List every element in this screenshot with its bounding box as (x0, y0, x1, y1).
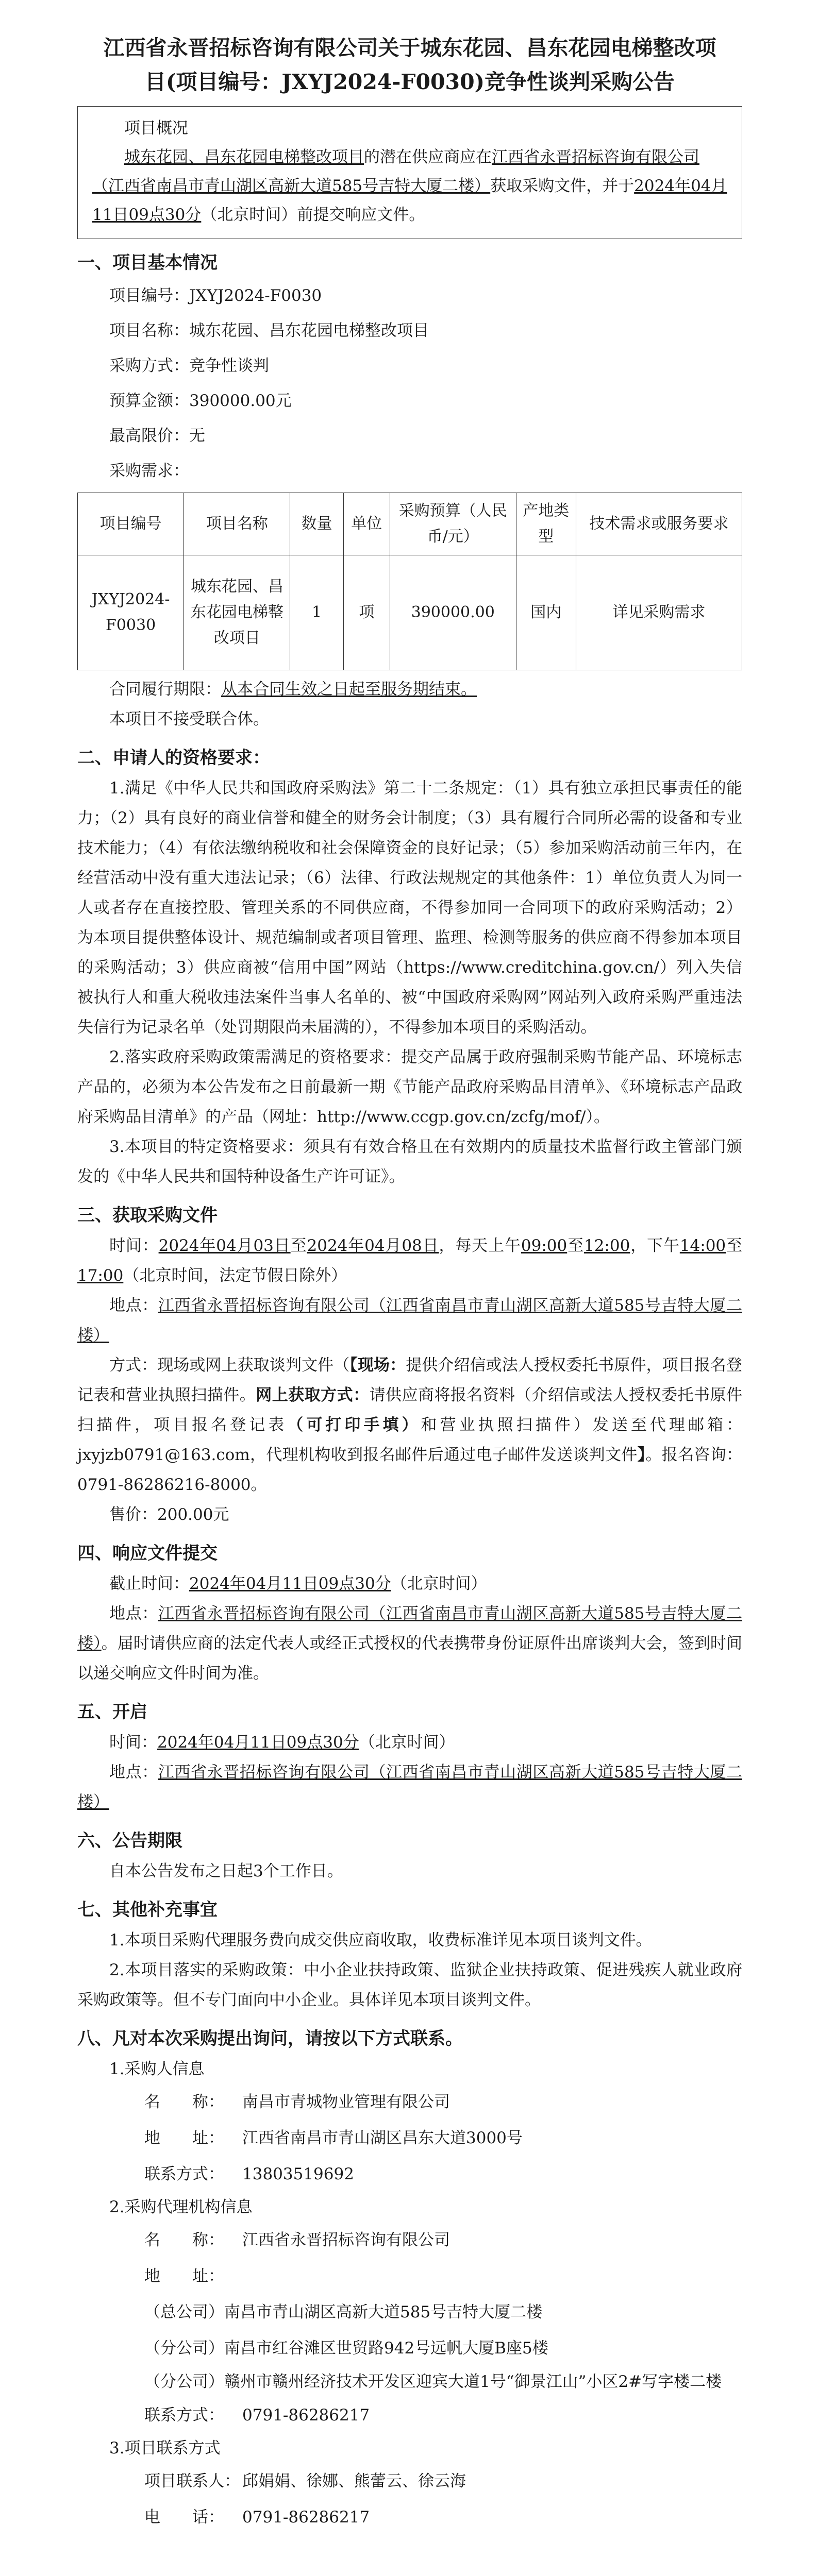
section-7-heading: 七、其他补充事宜 (77, 1900, 218, 1920)
procurement-method: 采购方式：竞争性谈判 (109, 357, 269, 375)
overview-agency: 江西省永晋招标咨询有限公司（江西省南昌市青山湖区高新大道585号吉特大厦二楼） (92, 148, 699, 195)
value: 0791-86286217 (242, 2406, 370, 2425)
project-number: 项目编号：JXYJ2024-F0030 (109, 286, 322, 305)
project-contact-phone (77, 2499, 742, 2535)
contract-period (77, 674, 742, 704)
budget-amount: 预算金额：390000.00元 (109, 392, 292, 410)
label: 联系方式： (144, 2406, 224, 2425)
label: 名 称： (144, 2231, 224, 2249)
text: 提供介绍信或法人授权委托书原件，项目报名登记表和营业执照扫描件。 (77, 1356, 743, 1404)
qualification-paragraph-2: 2.落实政府采购政策需满足的资格要求：提交产品属于政府强制采购节能产品、环境标志产品的，必须为本公告发布之日前最新一期《节能产品政府采购品目清单》、《环境标志产品政府采购品目清单》的产品（网址：http://www.ccgp.gov.cn/zcfg/mof/）。 (77, 1048, 742, 1126)
opening-time-value: 2024年04月11日09点30分 (157, 1733, 359, 1752)
value: 0791-86286217 (242, 2508, 370, 2527)
table-header-cell: 项目名称 (184, 493, 290, 555)
printable-note: （可打印手填） (287, 1416, 421, 1434)
text: 】 (637, 1446, 646, 1464)
label: 地 址： (144, 2129, 224, 2147)
table-cell: 国内 (516, 555, 576, 670)
table-cell: 城东花园、昌东花园电梯整改项目 (184, 555, 290, 670)
table-row (78, 555, 742, 670)
procurement-requirement: 采购需求： (109, 462, 189, 480)
text: （北京时间） (359, 1733, 455, 1752)
table-header-cell: 技术需求或服务要求 (576, 493, 742, 555)
text: 方式：现场或网上获取谈判文件（ (109, 1356, 350, 1375)
purchaser-phone (77, 2156, 742, 2192)
value: 邱娟娟、徐娜、熊蕾云、徐云海 (242, 2472, 466, 2490)
submission-deadline (77, 1569, 742, 1599)
project-overview-box (77, 106, 742, 239)
text: ，下午 (630, 1236, 680, 1255)
agent-address-branch-1: （分公司）南昌市红谷滩区世贸路942号远帆大厦B座5楼 (144, 2339, 548, 2358)
text: 。报名咨询：0791-86286216-8000。 (77, 1446, 743, 1494)
overview-deadline: 2024年04月11日09点30分 (92, 177, 727, 224)
online-label: 网上获取方式： (256, 1386, 370, 1404)
announcement-page (77, 15, 742, 2535)
text: 至 (567, 1236, 584, 1255)
notice-period: 自本公告发布之日起3个工作日。 (109, 1862, 343, 1880)
text: 截止时间： (109, 1574, 189, 1593)
table-cell: 1 (290, 555, 343, 670)
table-header-cell: 单位 (343, 493, 390, 555)
section-1-heading: 一、项目基本情况 (77, 252, 218, 273)
table-cell: 详见采购需求 (576, 555, 742, 670)
table-header-row (78, 493, 742, 555)
submission-place (77, 1599, 742, 1688)
place-value: 江西省永晋招标咨询有限公司（江西省南昌市青山湖区高新大道585号吉特大厦二楼） (77, 1296, 743, 1345)
section-5-heading: 五、开启 (77, 1702, 147, 1722)
requirement-table (77, 493, 742, 670)
table-cell: 390000.00 (390, 555, 516, 670)
onsite-label: 【现场： (349, 1356, 406, 1375)
label: 联系方式： (144, 2165, 224, 2183)
text: 至 (726, 1236, 743, 1255)
obtain-time (77, 1231, 742, 1291)
overview-text: 获取采购文件，并于 (490, 177, 635, 195)
pm-start: 14:00 (679, 1236, 726, 1255)
document-price: 售价：200.00元 (109, 1505, 229, 1524)
table-cell: JXYJ2024-F0030 (78, 555, 184, 670)
label: 名 称： (144, 2093, 224, 2111)
text: 时间： (109, 1733, 157, 1752)
deadline-value: 2024年04月11日09点30分 (189, 1574, 391, 1593)
time-label: 时间： (109, 1236, 159, 1255)
page-title (77, 31, 742, 99)
purchaser-name (77, 2084, 742, 2120)
start-date: 2024年04月03日 (158, 1236, 291, 1255)
am-end: 12:00 (583, 1236, 630, 1255)
agent-phone (77, 2397, 742, 2433)
section-6-heading: 六、公告期限 (77, 1831, 182, 1851)
pm-end: 17:00 (77, 1266, 124, 1285)
obtain-method (77, 1350, 742, 1500)
label: 项目联系人： (144, 2472, 240, 2490)
agent-address-label (77, 2258, 742, 2294)
text: 请供应商将报名资料（介绍信或法人授权委托书原件扫描件，项目报名登记表 (77, 1386, 743, 1434)
table-header-cell: 项目编号 (78, 493, 184, 555)
qualification-paragraph-3: 3.本项目的特定资格要求：须具有有效合格且在有效期内的质量技术监督行政主管部门颁发的《中华人民共和国特种设备生产许可证》。 (77, 1138, 742, 1186)
place-value: 江西省永晋招标咨询有限公司（江西省南昌市青山湖区高新大道585号吉特大厦二楼） (77, 1604, 743, 1653)
max-price: 最高限价：无 (109, 427, 205, 445)
title-line-1: 江西省永晋招标咨询有限公司关于城东花园、昌东花园电梯整改项 (103, 36, 716, 60)
project-contact-heading: 3.项目联系方式 (109, 2439, 221, 2458)
title-line-2: 目(项目编号：JXYJ2024-F0030)竞争性谈判采购公告 (144, 70, 675, 94)
supplement-paragraph-1: 1.本项目采购代理服务费向成交供应商收取，收费标准详见本项目谈判文件。 (109, 1931, 652, 1950)
value: 南昌市青城物业管理有限公司 (242, 2093, 450, 2111)
section-8-heading: 八、凡对本次采购提出询问，请按以下方式联系。 (77, 2028, 463, 2049)
overview-text: 的潜在供应商应在 (364, 148, 492, 166)
agent-address-branch-2: （分公司）赣州市赣州经济技术开发区迎宾大道1号“御景江山”小区2#写字楼二楼 (144, 2372, 722, 2391)
overview-body (92, 143, 727, 229)
place-label: 地点： (109, 1296, 158, 1315)
project-name: 项目名称：城东花园、昌东花园电梯整改项目 (109, 321, 429, 340)
text: 地点： (109, 1763, 158, 1782)
section-2-heading: 二、申请人的资格要求： (77, 748, 270, 768)
overview-text: （北京时间）前提交响应文件。 (201, 206, 425, 224)
text: （北京时间，法定节假日除外） (123, 1266, 347, 1285)
purchaser-address (77, 2120, 742, 2156)
value: 13803519692 (242, 2165, 354, 2183)
text: 。届时请供应商的法定代表人或经正式授权的代表携带身份证原件出席谈判大会，签到时间以递交响应文件时间为准。 (77, 1634, 742, 1683)
section-4-heading: 四、响应文件提交 (77, 1543, 218, 1564)
table-header-cell: 产地类型 (516, 493, 576, 555)
agent-address-hq: （总公司）南昌市青山湖区高新大道585号吉特大厦二楼 (144, 2303, 543, 2321)
value: 江西省永晋招标咨询有限公司 (242, 2231, 450, 2249)
overview-heading: 项目概况 (124, 119, 188, 138)
am-start: 09:00 (521, 1236, 567, 1255)
text: 地点： (109, 1604, 158, 1623)
opening-time (77, 1727, 742, 1757)
place-value: 江西省永晋招标咨询有限公司（江西省南昌市青山湖区高新大道585号吉特大厦二楼） (77, 1763, 743, 1811)
project-contact-people (77, 2463, 742, 2499)
qualification-paragraph-1: 1.满足《中华人民共和国政府采购法》第二十二条规定：（1）具有独立承担民事责任的能力；（2）具有良好的商业信誉和健全的财务会计制度；（3）具有履行合同所必需的设备和专业技术能力；（4）有依法缴纳税收和社会保障资金的良好记录；（5）参加采购活动前三年内，在经营活动中没有重大违法记录；（6）法律、行政法规规定的其他条件：1）单位负责人为同一人或者存在直接控股、管理关系的不同供应商，不得参加同一合同项下的政府采购活动；2）为本项目提供整体设计、规范编制或者项目管理、监理、检测等服务的供应商不得参加本项目的采购活动；3）供应商被“信用中国”网站（https://www.creditchina.gov.cn/）列入失信被执行人和重大税收违法案件当事人名单的、被“中国政府采购网”网站列入政府采购严重违法失信行为记录名单（处罚期限尚未届满的），不得参加本项目的采购活动。 (77, 779, 742, 1037)
obtain-place (77, 1291, 742, 1350)
no-consortium-note: 本项目不接受联合体。 (109, 710, 269, 728)
contract-period-label: 合同履行期限： (109, 680, 221, 699)
text: （北京时间） (391, 1574, 487, 1593)
value: 江西省南昌市青山湖区昌东大道3000号 (242, 2129, 523, 2147)
section-3-heading: 三、获取采购文件 (77, 1205, 218, 1226)
text: ，每天上午 (439, 1236, 521, 1255)
supplement-paragraph-2: 2.本项目落实的采购政策：中小企业扶持政策、监狱企业扶持政策、促进残疾人就业政府采购政策等。但不专门面向中小企业。具体详见本项目谈判文件。 (77, 1961, 742, 2009)
label: 地 址： (144, 2267, 224, 2285)
contract-period-value: 从本合同生效之日起至服务期结束。 (221, 680, 477, 699)
agent-name (77, 2222, 742, 2258)
table-cell: 项 (343, 555, 390, 670)
purchaser-heading: 1.采购人信息 (109, 2060, 205, 2078)
end-date: 2024年04月08日 (307, 1236, 439, 1255)
table-header-cell: 数量 (290, 493, 343, 555)
overview-project-name: 城东花园、昌东花园电梯整改项目 (124, 148, 364, 166)
text: 至 (290, 1236, 307, 1255)
text: 和营业执照扫描件）发送至代理邮箱：jxyjzb0791@163.com，代理机构收到报名邮件后通过电子邮件发送谈判文件 (77, 1416, 743, 1464)
label: 电 话： (144, 2508, 224, 2527)
agent-heading: 2.采购代理机构信息 (109, 2198, 253, 2216)
opening-place (77, 1757, 742, 1817)
table-header-cell: 采购预算（人民币/元） (390, 493, 516, 555)
